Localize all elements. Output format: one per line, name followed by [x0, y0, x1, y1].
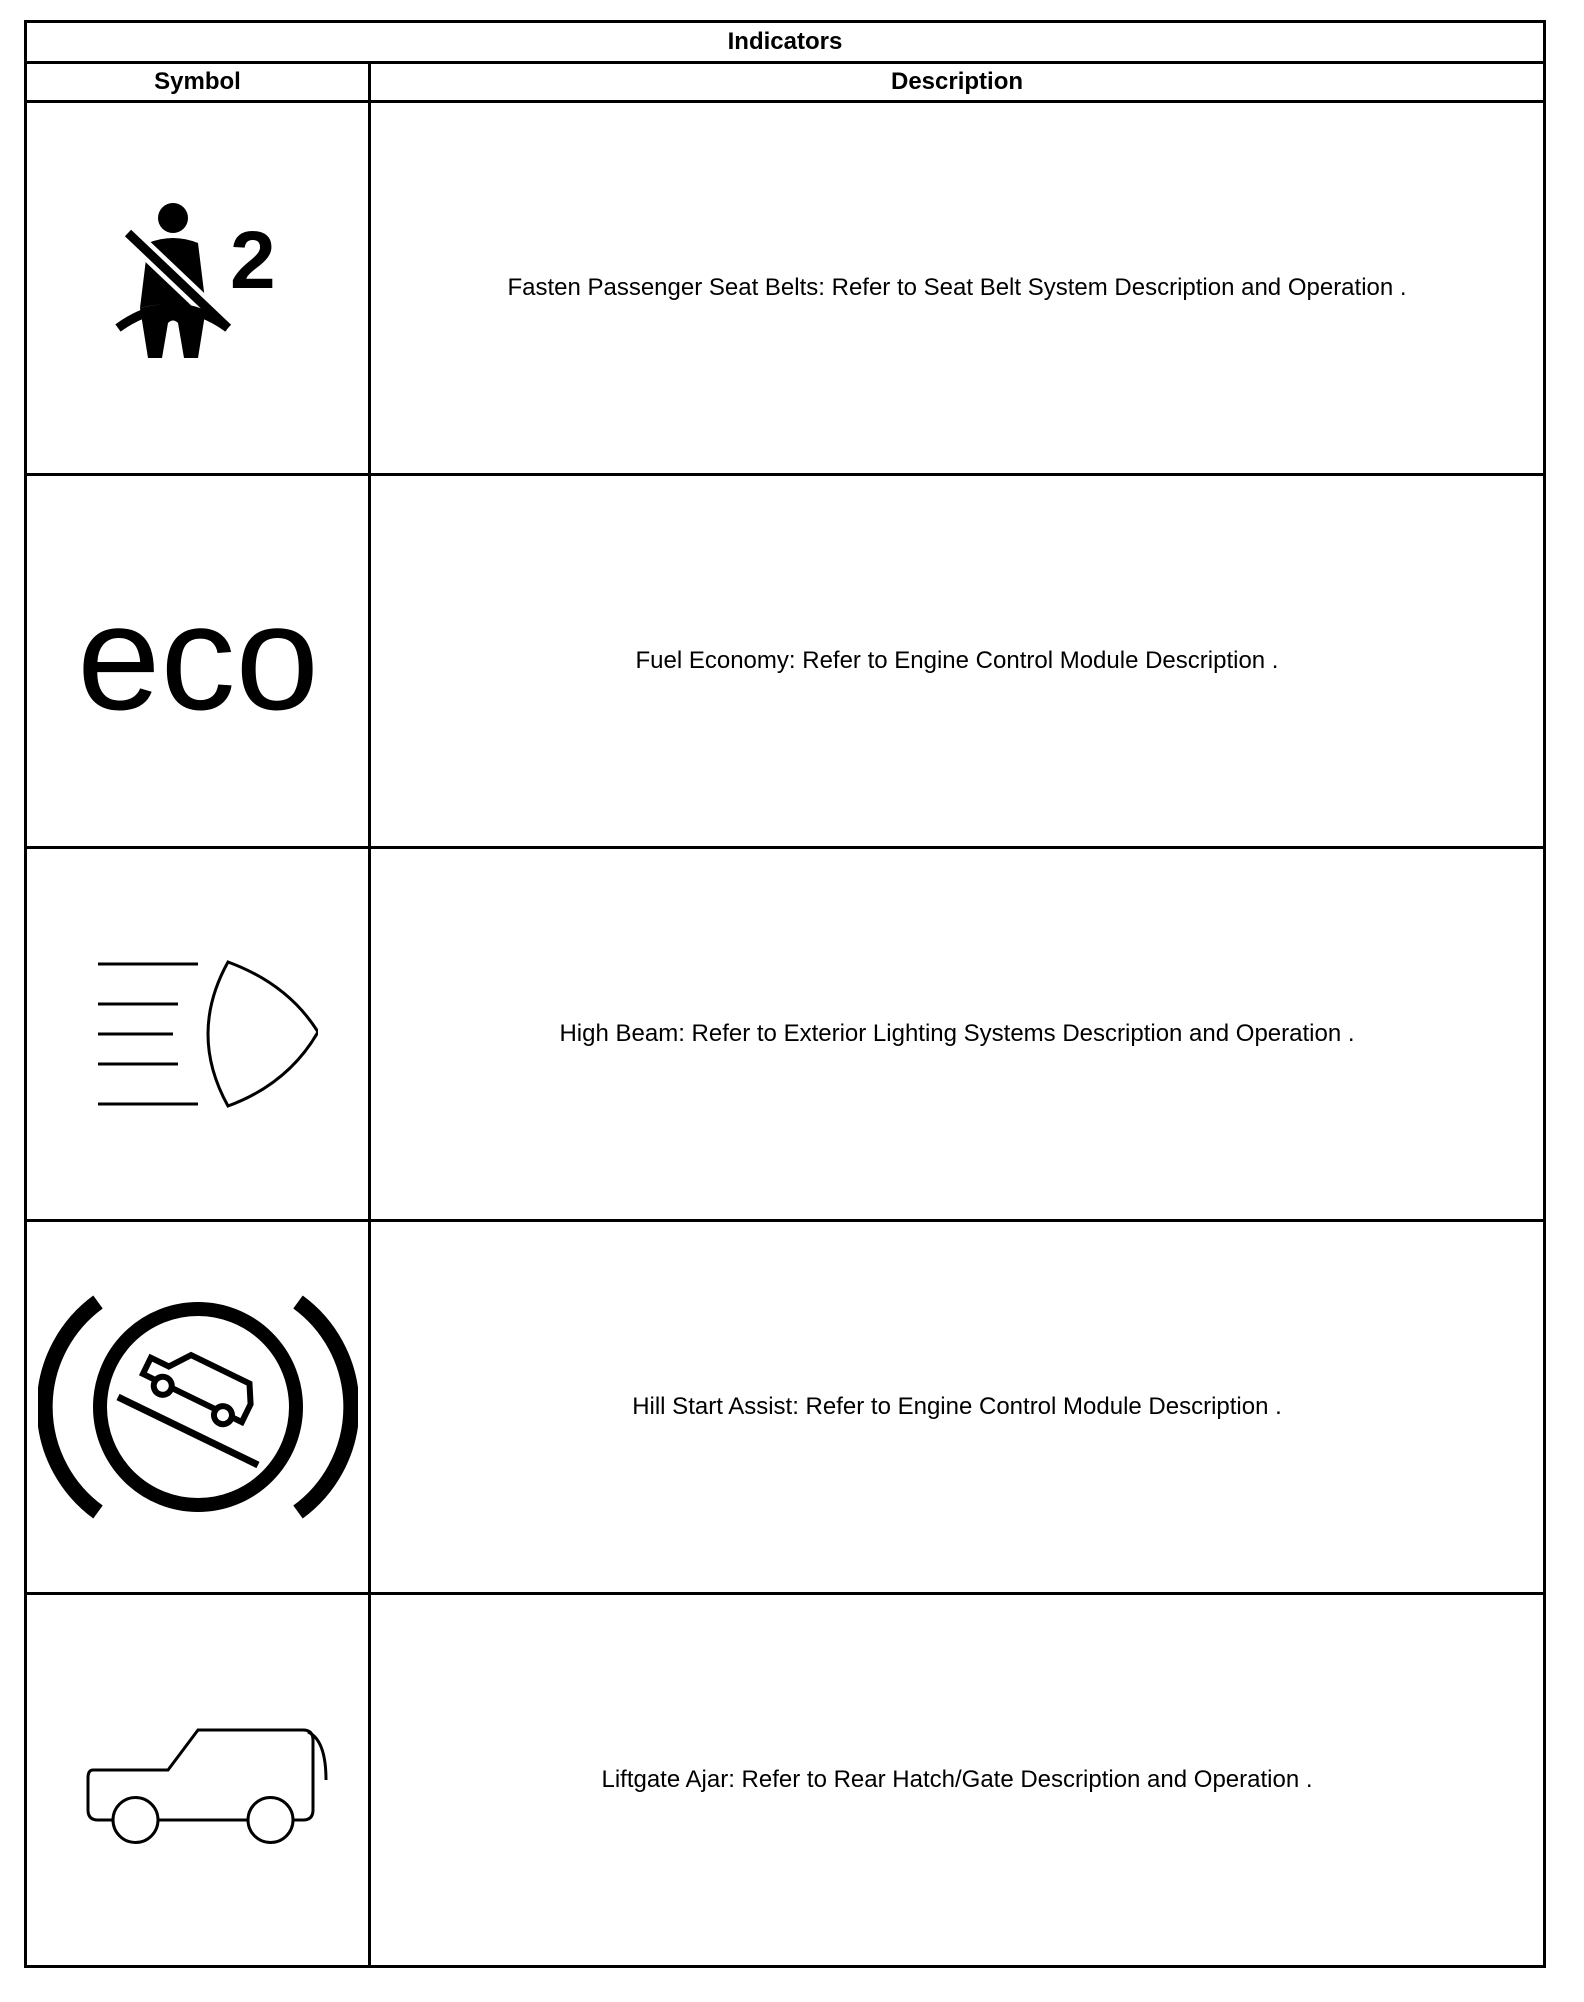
table-row: [26, 1221, 1545, 1594]
table-row: [26, 475, 1545, 848]
symbol-cell: [26, 1594, 370, 1967]
symbol-cell: [26, 475, 370, 848]
table-header-row: [26, 63, 1545, 102]
table-title-row: [26, 22, 1545, 63]
symbol-column-header: Symbol: [26, 63, 370, 102]
seat-belt-2-icon: [78, 188, 318, 388]
description-cell: Hill Start Assist: Refer to Engine Control Module Description .: [370, 1221, 1545, 1594]
liftgate-ajar-icon: [58, 1710, 338, 1850]
table-row: [26, 848, 1545, 1221]
description-cell: Fuel Economy: Refer to Engine Control Module Description .: [370, 475, 1545, 848]
indicators-table: [24, 20, 1546, 1968]
symbol-cell: [26, 848, 370, 1221]
eco-icon: [48, 591, 348, 731]
table-title: Indicators: [26, 22, 1545, 63]
eco-label: eco: [76, 591, 319, 731]
description-cell: Fasten Passenger Seat Belts: Refer to Seat Belt System Description and Operation .: [370, 102, 1545, 475]
description-cell: High Beam: Refer to Exterior Lighting Systems Description and Operation .: [370, 848, 1545, 1221]
description-cell: Liftgate Ajar: Refer to Rear Hatch/Gate Description and Operation .: [370, 1594, 1545, 1967]
symbol-cell: [26, 1221, 370, 1594]
table-row: [26, 102, 1545, 475]
seat-belt-number-label: 2: [229, 215, 276, 306]
hill-start-assist-icon: [38, 1287, 358, 1527]
table-row: [26, 1594, 1545, 1967]
description-column-header: Description: [370, 63, 1545, 102]
high-beam-icon: [78, 954, 318, 1114]
symbol-cell: [26, 102, 370, 475]
